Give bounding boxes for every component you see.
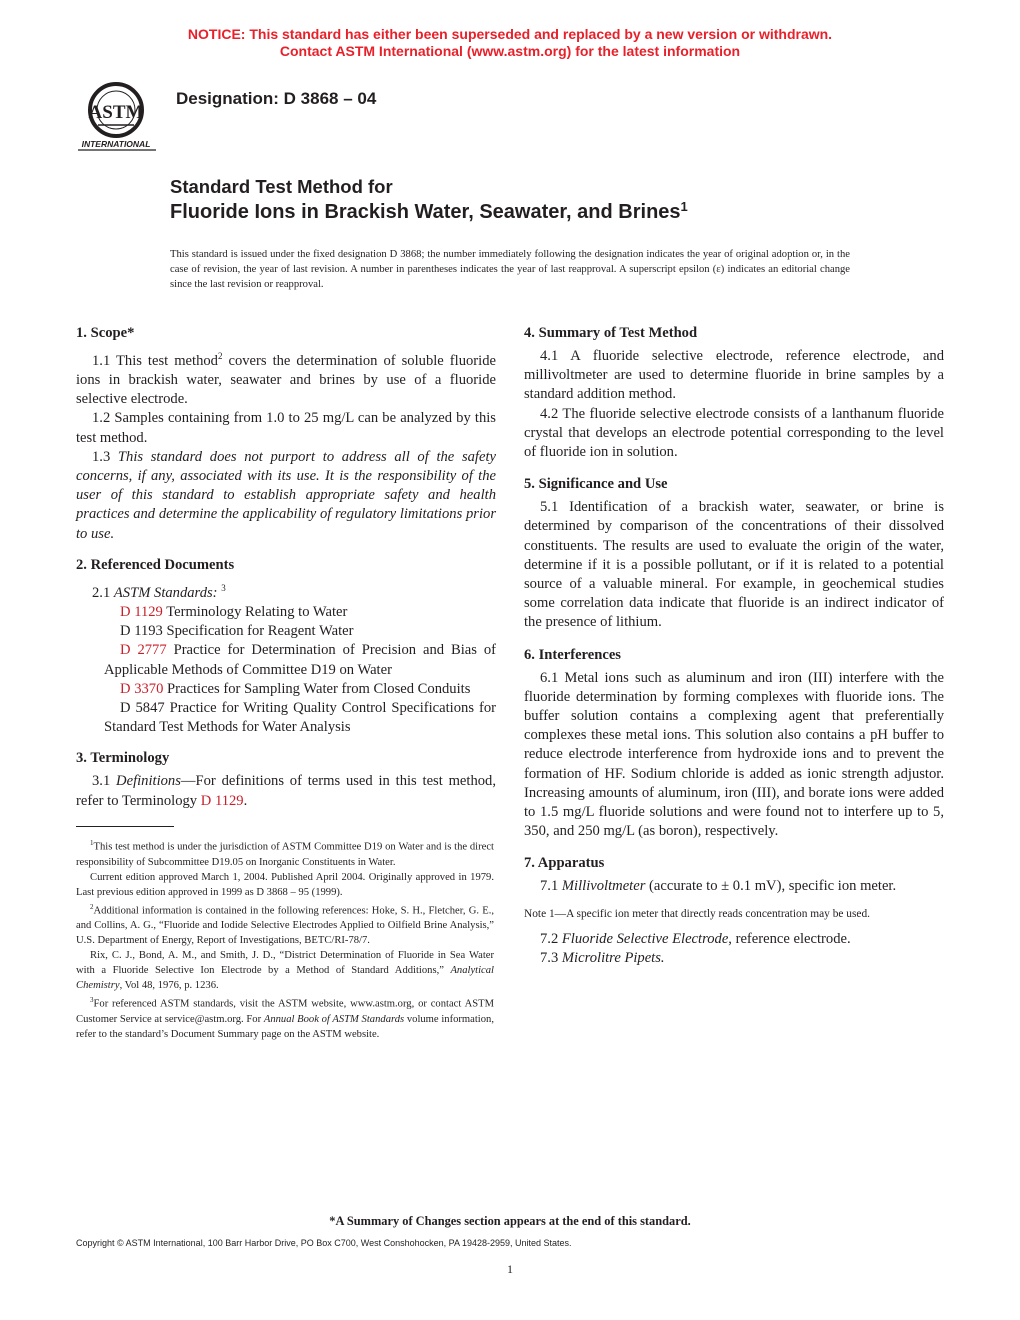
- footnote-marker: 3: [90, 996, 94, 1005]
- text: For referenced ASTM standards, visit the ASTM website, www.astm.org, or contact ASTM Customer Service at service@astm.org. For: [76, 998, 494, 1025]
- footnote-2: [76, 900, 494, 949]
- section-heading-scope: 1. Scope*: [76, 325, 135, 341]
- logo-subtext: INTERNATIONAL: [81, 139, 151, 149]
- text: Definitions: [116, 773, 181, 790]
- footnote-ref: 2: [217, 351, 223, 361]
- reference-link[interactable]: D 1129: [120, 603, 163, 620]
- reference-item: [76, 622, 496, 641]
- text: 7.2: [540, 930, 562, 947]
- footnote-divider: [76, 826, 174, 827]
- text: Annual Book of ASTM Standards: [263, 1013, 405, 1025]
- text: Additional information is contained in the following references: Hoke, S. H., Fletcher, G. E., and Collins, A. G., “Fluoride and Iodide Selective Electrodes Applied to Oilfield Brine Analysis,” U.S. Department of Energy, Report of Investigations, BETC/RI-78/7.: [76, 905, 494, 947]
- page-number: 1: [507, 1262, 513, 1276]
- text: (accurate to ± 0.1 mV), specific ion meter.: [645, 878, 897, 895]
- footnote-marker: 1: [90, 839, 94, 847]
- section-heading-apparatus: 7. Apparatus: [524, 855, 605, 872]
- paragraph-7-2: [524, 930, 944, 949]
- reference-item: [76, 680, 496, 699]
- text: .: [243, 792, 248, 809]
- reference-link[interactable]: D 3370: [120, 680, 164, 697]
- footnote-ref: 3: [221, 582, 226, 593]
- section-heading-terminology: 3. Terminology: [76, 750, 170, 767]
- reference-item: [76, 641, 496, 679]
- title-line-2: [170, 199, 688, 224]
- footnote-marker: 2: [90, 902, 94, 911]
- text: Terminology Relating to Water: [162, 603, 348, 620]
- text: 1.1 This test method: [92, 352, 218, 369]
- title-footnote-ref: 1: [680, 199, 688, 214]
- paragraph-2-1: [76, 579, 496, 603]
- notice-banner: [0, 26, 1020, 60]
- text: 7.3: [540, 949, 562, 966]
- text: Rix, C. J., Bond, A. M., and Smith, J. D., “District Determination of Fluoride in Sea Water with a Fluoride Selective Ion Electrode by a Method of Standard Additions,”: [76, 950, 494, 977]
- reference-code: D 5847: [120, 699, 165, 716]
- paragraph-7-1: [524, 877, 944, 896]
- footnote-1: [76, 836, 494, 870]
- text: Practice for Determination of Precision and Bias of Applicable Methods of Committee D19 on Water: [104, 642, 496, 678]
- footnote-3: [76, 993, 494, 1042]
- astm-logo: [76, 76, 162, 152]
- section-heading-summary: 4. Summary of Test Method: [524, 325, 698, 341]
- text: Practices for Sampling Water from Closed Conduits: [163, 680, 471, 697]
- footnote-2-b: [76, 948, 494, 993]
- section-heading-interferences: 6. Interferences: [524, 646, 621, 663]
- paragraph-4-1: 4.1 A fluoride selective electrode, reference electrode, and millivoltmeter are used to determine fluoride in brine samples by a standard addition method.: [524, 348, 944, 403]
- reference-item: [76, 699, 496, 737]
- notice-line-2: Contact ASTM International (www.astm.org) for the latest information: [279, 43, 741, 59]
- paragraph-1-3: [76, 448, 496, 544]
- text: —For definitions of terms used in this test method, refer to Terminology: [76, 773, 497, 809]
- text: 2.1: [92, 584, 114, 601]
- title-line-1: Standard Test Method for: [170, 176, 393, 197]
- text: This test method is under the jurisdiction of ASTM Committee D19 on Water and is the direct responsibility of Subcommittee D19.05 on Inorganic Constituents in Water.: [76, 841, 494, 868]
- issued-note: This standard is issued under the fixed designation D 3868; the number immediately following the designation indicates the year of original adoption or, in the case of revision, the year of last revision. A number in parentheses indicates the year of last reapproval. A superscript epsilon (ε) indicates an editorial change since the last revision or reapproval.: [170, 249, 850, 290]
- reference-item: [76, 603, 496, 622]
- section-heading-significance: 5. Significance and Use: [524, 476, 668, 493]
- text: 7.1: [540, 878, 562, 895]
- paragraph-5-1: 5.1 Identification of a brackish water, seawater, or brine is determined by comparison of the concentrations of their dissolved constituents. The results are used to evaluate the origin of the water, determine if it is a possible pollutant, or if it is related to a potential source of a valuable mineral. For example, in geochemical studies some correlation data indicate that fluoride is an indirect indicator of the presence of lithium.: [524, 499, 944, 631]
- text: 3.1: [92, 773, 117, 790]
- copyright: Copyright © ASTM International, 100 Barr Harbor Drive, PO Box C700, West Conshohocken, PA 19428-2959, United States.: [76, 1238, 572, 1248]
- text: Millivoltmeter: [561, 878, 646, 895]
- paragraph-6-1: 6.1 Metal ions such as aluminum and iron (III) interfere with the fluoride determination by forming complexes with fluoride ions. The buffer solution contains a complexing agent that preferentially complexes these metal ions. This solution also contains a pH buffer to reduce electrode interference from hydroxide ions and to prevent the formation of HF. Sodium chloride is added as ionic strength adjustor. Increasing amounts of aluminum, iron (III), and borate ions were added to 1.5 mg/L fluoride solutions and were found not to interfere up to 5, 350, and 250 mg/L (as boron), respectively.: [524, 669, 944, 840]
- terminology-link[interactable]: D 1129: [200, 792, 244, 809]
- paragraph-1-2: 1.2 Samples containing from 1.0 to 25 mg/L can be analyzed by this test method.: [76, 410, 496, 446]
- text: Specification for Reagent Water: [162, 623, 354, 640]
- paragraph-4-2: 4.2 The fluoride selective electrode consists of a lanthanum fluoride crystal that develops an electrode potential corresponding to the level of fluoride ion in solution.: [524, 405, 944, 461]
- footnote-1-b: Current edition approved March 1, 2004. Published April 2004. Originally approved in 1979. Last previous edition approved in 1999 as D 3868 – 95 (1999).: [76, 871, 494, 898]
- text: This standard does not purport to address all of the safety concerns, if any, associated with its use. It is the responsibility of the user of this standard to establish appropriate safety and health practices and determine the applicability of regulatory limitations prior to use.: [76, 448, 496, 542]
- text: 1.3: [92, 448, 118, 465]
- right-column: [524, 324, 944, 968]
- footnotes: [76, 836, 494, 1042]
- title-main: Fluoride Ions in Brackish Water, Seawater, and Brines: [170, 201, 681, 223]
- note-1: Note 1—A specific ion meter that directly reads concentration may be used.: [524, 907, 871, 920]
- text: , Vol 48, 1976, p. 1236.: [119, 980, 219, 992]
- notice-line-1: NOTICE: This standard has either been superseded and replaced by a new version or withdrawn.: [187, 26, 833, 42]
- text: Microlitre Pipets.: [561, 949, 665, 966]
- text: Fluoride Selective Electrode: [561, 930, 729, 947]
- summary-of-changes-note: *A Summary of Changes section appears at the end of this standard.: [329, 1214, 691, 1228]
- left-column: [76, 324, 496, 811]
- logo-text: ASTM: [88, 102, 144, 123]
- designation: Designation: D 3868 – 04: [176, 89, 377, 108]
- text: Analytical Chemistry: [76, 965, 494, 992]
- text: ASTM Standards:: [113, 584, 218, 601]
- paragraph-7-3: [524, 949, 944, 968]
- paragraph-1-1: [76, 347, 496, 409]
- text: , reference electrode.: [728, 930, 851, 947]
- text: volume information, refer to the standard’s Document Summary page on the ASTM website.: [76, 1013, 494, 1040]
- section-heading-referenced: 2. Referenced Documents: [76, 556, 235, 573]
- text: covers the determination of soluble fluoride ions in brackish water, seawater and brines by use of a fluoride selective electrode.: [76, 352, 496, 408]
- reference-code: D 1193: [120, 623, 163, 640]
- reference-link[interactable]: D 2777: [120, 642, 167, 659]
- text: Practice for Writing Quality Control Specifications for Standard Test Methods for Water Analysis: [104, 699, 496, 736]
- paragraph-3-1: [76, 772, 496, 810]
